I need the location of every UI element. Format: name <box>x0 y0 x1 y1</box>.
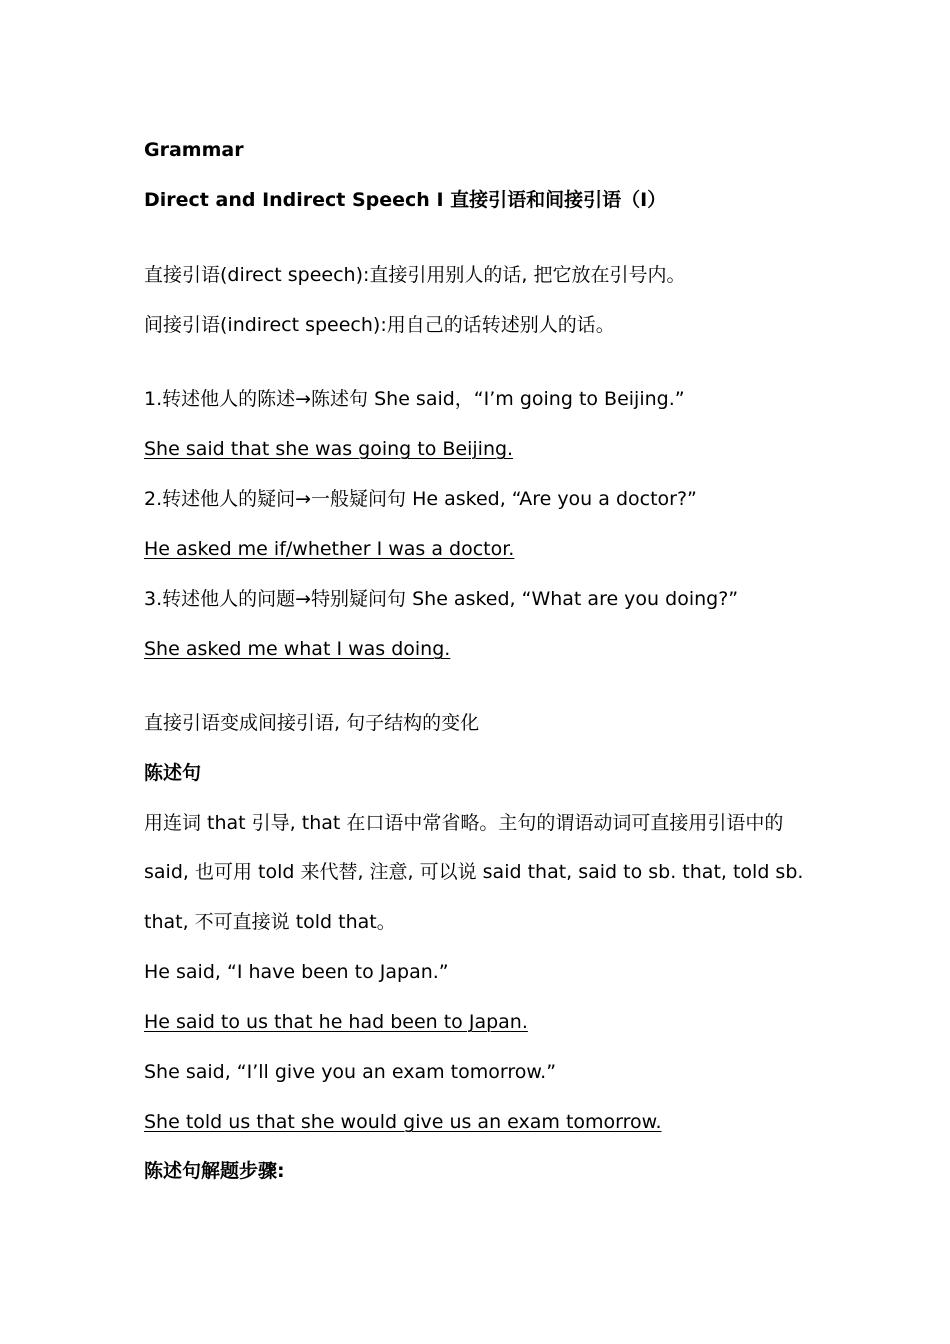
pair-2-direct: She said, “I’ll give you an exam tomorrow.” <box>144 1061 557 1083</box>
body-line-3: that, 不可直接说 told that。 <box>144 911 396 933</box>
example-1-direct: 1.转述他人的陈述→陈述句 She said，“I’m going to Beijing.” <box>144 388 685 410</box>
example-2-indirect: He asked me if/whether I was a doctor. <box>144 538 515 560</box>
pair-1-direct: He said, “I have been to Japan.” <box>144 961 449 983</box>
section-intro: 直接引语变成间接引语, 句子结构的变化 <box>144 712 480 734</box>
heading: Grammar <box>144 139 244 161</box>
subheading: Direct and Indirect Speech Ⅰ 直接引语和间接引语（Ⅰ） <box>144 189 667 211</box>
steps-title: 陈述句解题步骤: <box>144 1160 285 1182</box>
section-title: 陈述句 <box>144 762 202 784</box>
definition-indirect: 间接引语(indirect speech):用自己的话转述别人的话。 <box>144 314 615 336</box>
example-1-indirect: She said that she was going to Beijing. <box>144 438 514 460</box>
example-3-direct: 3.转述他人的问题→特别疑问句 She asked, “What are you doing?” <box>144 588 739 610</box>
body-line-1: 用连词 that 引导, that 在口语中常省略。主句的谓语动词可直接用引语中的 <box>144 812 784 834</box>
pair-2-indirect: She told us that she would give us an exam tomorrow. <box>144 1111 662 1133</box>
example-2-direct: 2.转述他人的疑问→一般疑问句 He asked, “Are you a doctor?” <box>144 488 697 510</box>
body-line-2: said, 也可用 told 来代替, 注意, 可以说 said that, said to sb. that, told sb. <box>144 861 804 883</box>
pair-1-indirect: He said to us that he had been to Japan. <box>144 1011 528 1033</box>
definition-direct: 直接引语(direct speech):直接引用别人的话, 把它放在引号内。 <box>144 264 686 286</box>
example-3-indirect: She asked me what I was doing. <box>144 638 451 660</box>
